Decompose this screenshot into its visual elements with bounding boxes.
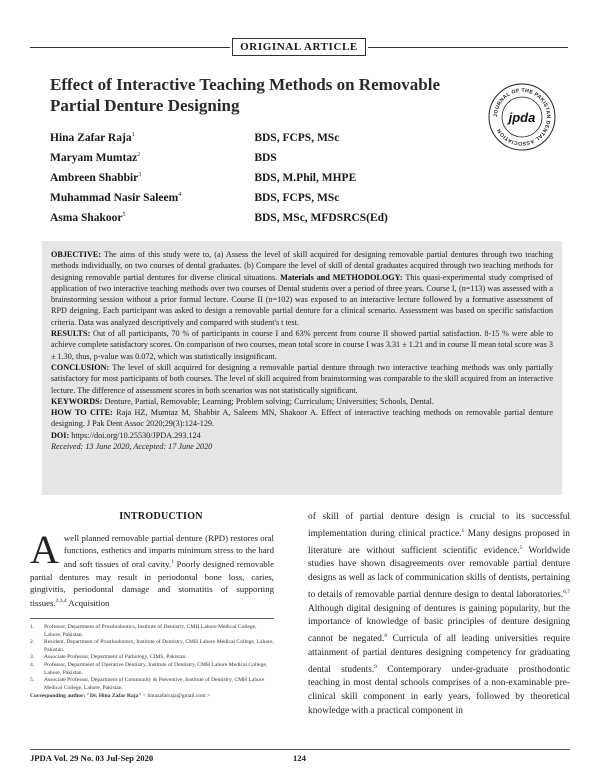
logo-text: jpda	[508, 110, 536, 125]
abstract-doi[interactable]: DOI: https://doi.org/10.25530/JPDA.293.124	[51, 430, 201, 440]
abstract-conclusion: CONCLUSION: The level of skill acquired for designing a removable partial denture through two interactive teaching methods was only partially satisfactory for most participants of both courses. The level of skill acquired from brainstorming was comparable to the skill acquired from an interactive lecture. The difference of assessment scores in both scenarios was not statistically significant.	[51, 362, 553, 395]
page-number: 124	[293, 753, 306, 763]
footnote-divider	[30, 618, 274, 619]
author-name: Muhammad Nasir Saleem$^4$	[50, 192, 182, 204]
author-name: Asma Shakoor$^5$	[50, 212, 126, 224]
introduction-heading: INTRODUCTION	[119, 511, 203, 522]
author-row	[50, 208, 410, 228]
section-label: ORIGINAL ARTICLE	[232, 38, 366, 56]
author-name: Hina Zafar Raja$^1$	[50, 132, 135, 144]
author-degrees: BDS, FCPS, MSc	[254, 192, 340, 204]
abstract-citation: HOW TO CITE: Raja HZ, Mumtaz M, Shabbir A, Saleem MN, Shakoor A. Effect of interactive teaching methods on removable partial denture designing. J Pak Dent Assoc 2020;29(3):124-129.	[51, 408, 554, 429]
received-dates: Received: 13 June 2020, Accepted: 17 June 2020	[51, 442, 213, 452]
abstract-keywords: KEYWORDS: Denture, Partial, Removable; Learning; Problem solving; Curriculum; Universities; Schools, Dental.	[51, 396, 434, 406]
author-degrees: BDS, FCPS, MSc	[254, 132, 340, 144]
introduction-text: Awell planned removable partial denture (RPD) restores oral functions, esthetics and imparts minimum stress to the hard and soft tissues of oral cavity.$^1$ Poorly designed removable partial dentures may result in periodontal bone loss, caries, gingivitis, periodontal damage and stomatitis of supporting tissues.$^{2,3,4}$ Acquisition	[30, 527, 274, 608]
logo-ring-text: JOURNAL OF THE PAKISTAN DENTAL ASSOCIATION	[492, 87, 552, 147]
author-name: Maryam Mumtaz$^2$	[50, 152, 141, 164]
abstract-objective: OBJECTIVE: The aims of this study were to, (a) Assess the level of skill acquired for designing removable partial dentures through two teaching methods individually, on two courses of dental graduates. (b) Compare the level of skill of dental graduates acquired through two teaching methods for designing removable partial dentures for diverse clinical situations. Materials and METHODOLOGY: This quasi-experimental study comprised of application of two interactive teaching methods over two courses of Dental students over a period of three years. Course I, (n=113) was assessed with a brainstorming session without a prior formal lecture. Course II (n=102) was exposed to an interactive lecture followed by a formative assessment of RPD deigning. Each participant was asked to design a removable partial denture for a clinical scenario. Assessment was based on specific satisfaction criteria. Data was analyzed descriptively and compared with student's t test.	[51, 250, 553, 327]
author-row	[50, 128, 410, 148]
author-list	[50, 128, 410, 228]
jpda-logo	[487, 82, 557, 152]
footnote: 4. Professor, Department of Operative Dentistry, Institute of Dentistry, CMH Lahore Medical College, Lahore, Pakistan.	[30, 662, 268, 676]
footer-rule	[30, 749, 570, 750]
footnote: 3. Associate Professor, Department of Pathology, CIMS, Pakistan.	[30, 654, 187, 661]
author-name: Ambreen Shabbir$^3$	[50, 172, 142, 184]
footnote: 1. Professor, Department of Prosthodontics, Institute of Dentistry, CMH Lahore Medical College, Lahore, Pakistan.	[30, 624, 257, 638]
footnote: 5. Associate Professor, Department of Community & Preventive, Institute of Dentistry, CMH Lahore Medical College, Lahore, Pakistan.	[30, 677, 265, 691]
author-degrees: BDS, M.Phil, MHPE	[254, 172, 357, 184]
corresponding-author: Corresponding author: "Dr. Hina Zafar Raja" < hinazafarraja@gmail.com >	[30, 693, 211, 700]
header-rule-left	[30, 47, 230, 48]
abstract-box	[42, 241, 562, 495]
header-rule-right	[368, 47, 568, 48]
author-row	[50, 148, 410, 168]
author-degrees: BDS, MSc, MFDSRCS(Ed)	[254, 212, 388, 224]
author-degrees: BDS	[254, 152, 277, 164]
article-title: Effect of Interactive Teaching Methods on Removable Partial Denture Designing	[50, 75, 441, 115]
journal-footer: JPDA Vol. 29 No. 03 Jul-Sep 2020	[30, 753, 154, 763]
author-row	[50, 188, 410, 208]
corresponding-email[interactable]: < hinazafarraja@gmail.com >	[142, 693, 211, 700]
left-column	[30, 511, 274, 701]
author-row	[50, 168, 410, 188]
right-column-text: of skill of partial denture design is crucial to its successful implementation during clinical practice.$^1$ Many designs proposed in literature are without sufficient scientific evidence.$^5$ Worldwide studies have shown disagreements over removable partial denture designs as well as lack of communication skills of dentists, pertaining to details of removable partial denture design to dental laboratories.$^{6,7}$ Although digital designing of dentures is gaining popularity, but the importance of knowledge of basic principles of denture designing cannot be negated.$^8$ Curricula of all leading universities require attainment of partial dentures designing competency for graduating dental students.$^9$ Contemporary under-graduate prosthodontic teaching in most dental schools comprises of a non-examinable pre-clinical skill component in early years, followed by theoretical knowledge with a practical component in	[308, 512, 570, 716]
drop-cap: A	[30, 527, 59, 572]
abstract-results: RESULTS: Out of all participants, 70 % of participants in course I and 63% percent from course II showed partial satisfaction. 8-15 % were able to achieve complete satisfactory scores. On comparison of two courses, mean total score in course I was 3.31 ± 1.21 and in course II mean total score was 3 ± 1.30, thus, p-value was 0.072, which was statistically insignificant.	[51, 329, 554, 361]
footnote: 2. Resident, Department of Prosthodontics, Institute of Dentistry, CMH Lahore Medical College, Lahore, Pakistan.	[30, 639, 274, 653]
